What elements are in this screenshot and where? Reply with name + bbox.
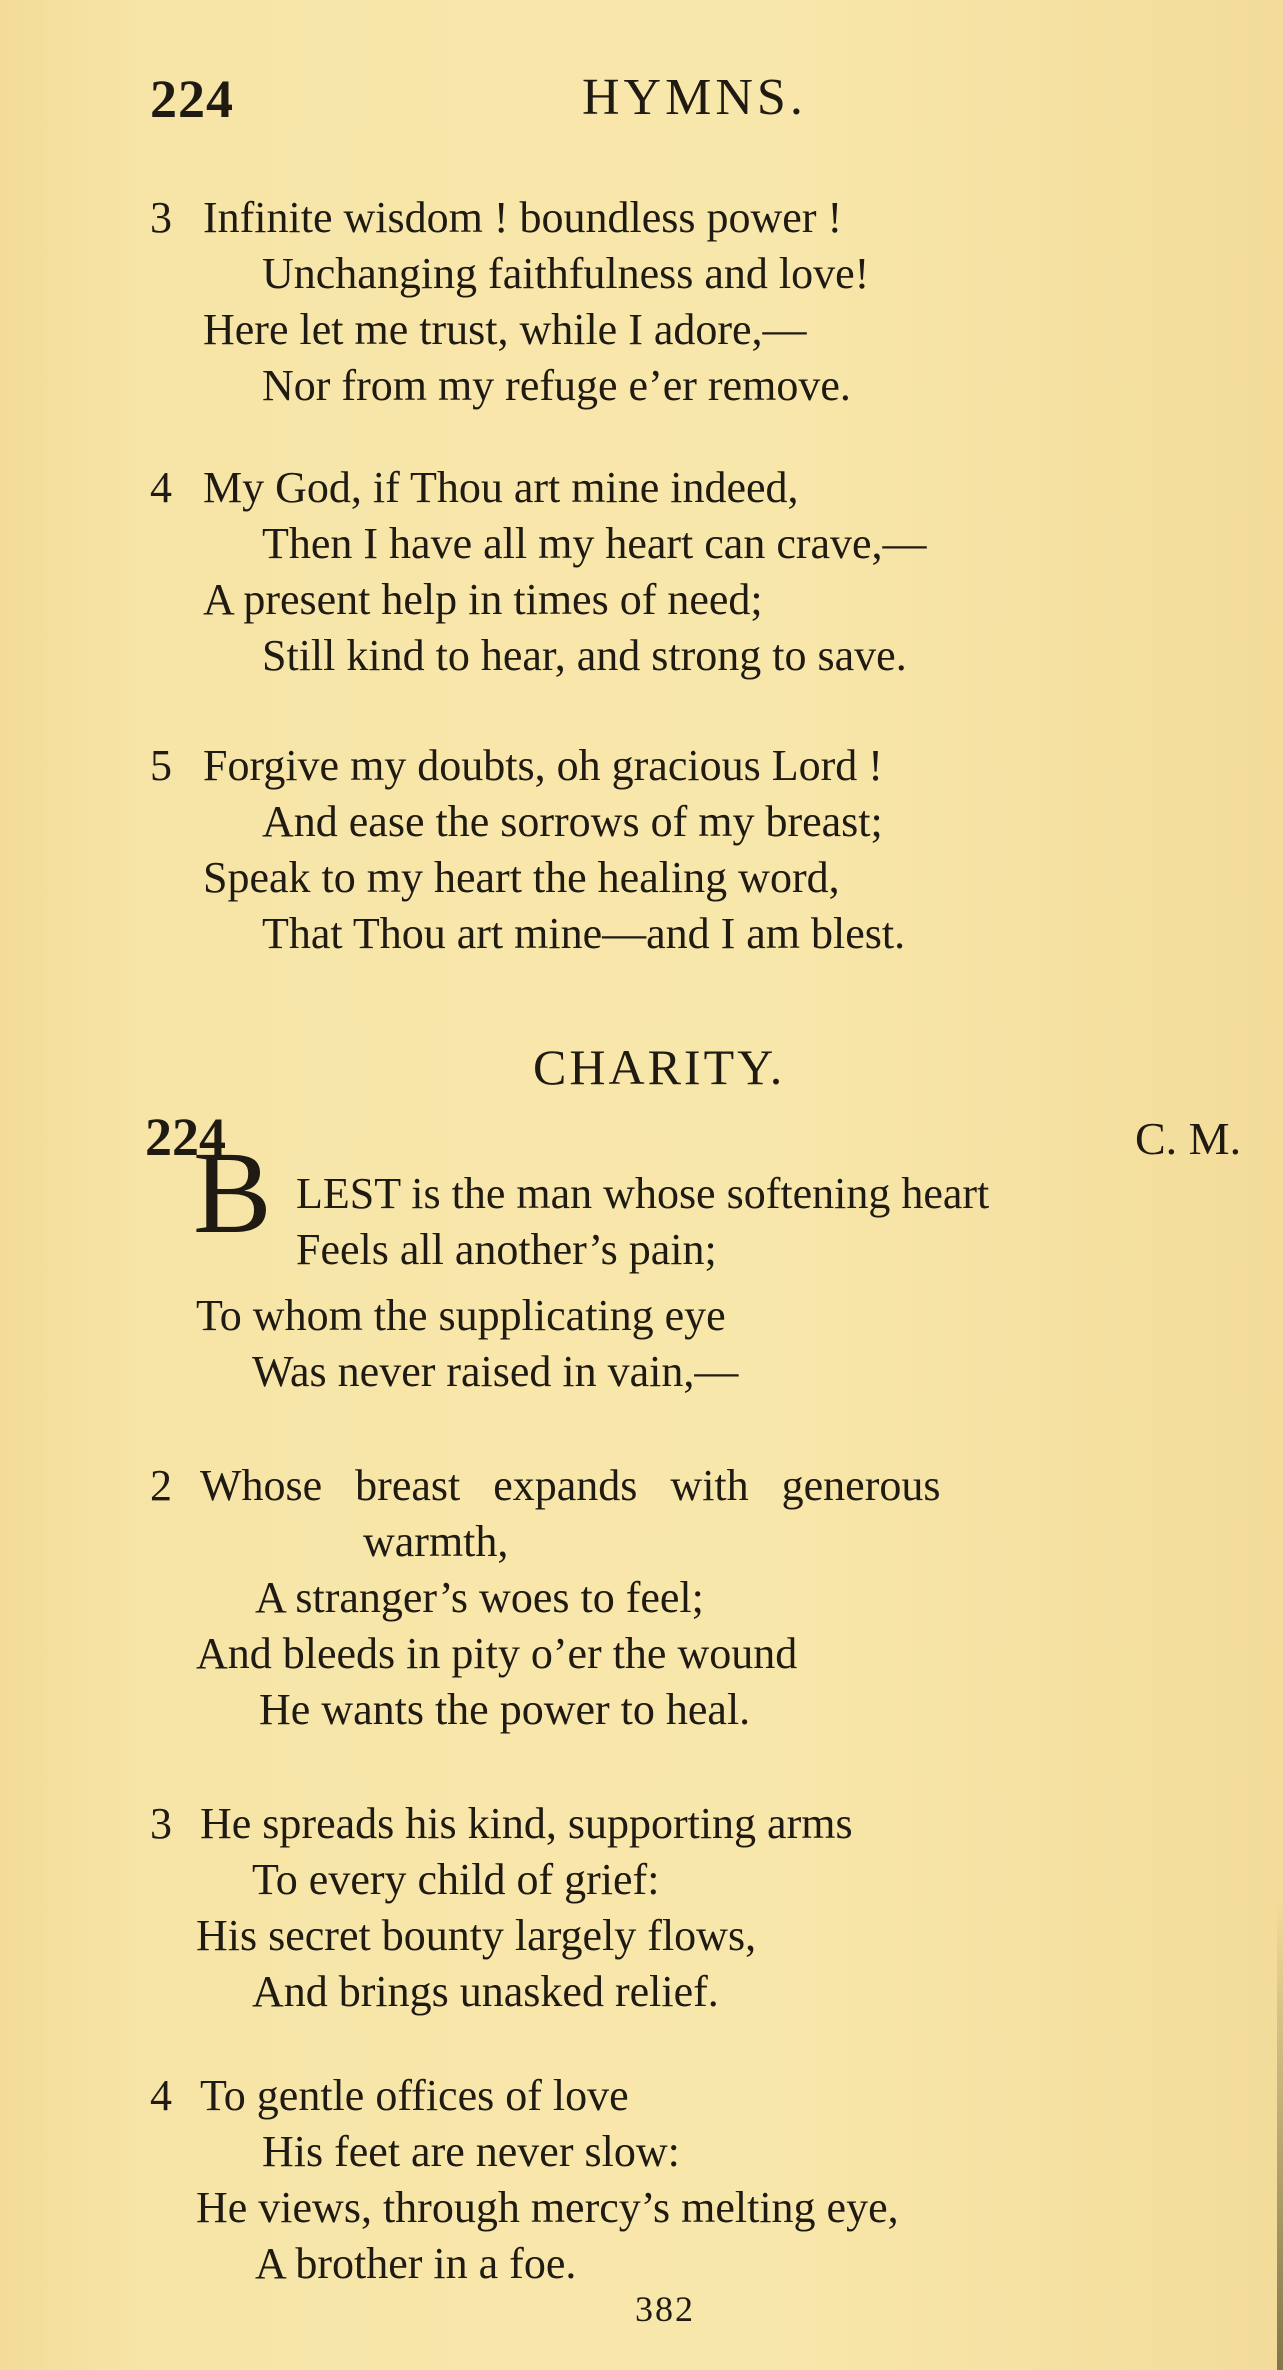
verse-number: 5 <box>150 741 172 790</box>
verse-number: 4 <box>150 2071 172 2120</box>
page-number: 224 <box>150 69 234 129</box>
verse-line: A present help in times of need; <box>203 575 763 624</box>
verse-line: Nor from my refuge e’er remove. <box>262 361 851 410</box>
verse-line: Was never raised in vain,— <box>252 1347 739 1396</box>
hymn-meter: C. M. <box>1135 1113 1242 1164</box>
verse-line: His secret bounty largely flows, <box>196 1911 757 1960</box>
verse-line: Forgive my doubts, oh gracious Lord ! <box>203 741 883 790</box>
verse-line: To every child of grief: <box>252 1855 660 1904</box>
verse-line: Whose breast expands with generous <box>200 1461 941 1510</box>
section-title: CHARITY. <box>533 1039 786 1095</box>
verse-line: Still kind to hear, and strong to save. <box>262 631 907 680</box>
verse-line: That Thou art mine—and I am blest. <box>262 909 906 958</box>
signature-number: 382 <box>635 2289 695 2329</box>
verse-line: warmth, <box>363 1517 509 1566</box>
verse-number: 3 <box>150 193 172 242</box>
verse-line: A stranger’s woes to feel; <box>255 1573 704 1622</box>
verse-number: 2 <box>150 1461 172 1510</box>
verse-line: Then I have all my heart can crave,— <box>262 519 927 568</box>
verse-number: 4 <box>150 463 172 512</box>
drop-cap: B <box>193 1127 272 1258</box>
running-title: HYMNS. <box>582 69 807 126</box>
verse-number: 3 <box>150 1799 172 1848</box>
verse-line: He spreads his kind, supporting arms <box>200 1799 853 1848</box>
verse-line: Speak to my heart the healing word, <box>203 853 840 902</box>
hymn-number: 224 <box>145 1107 226 1167</box>
verse-line: He wants the power to heal. <box>259 1685 751 1734</box>
verse-line: Feels all another’s pain; <box>296 1225 717 1274</box>
verse-line: My God, if Thou art mine indeed, <box>203 463 799 512</box>
verse-line: And brings unasked relief. <box>252 1967 719 2016</box>
page-edge-shadow <box>1277 1900 1283 2370</box>
verse-line: Unchanging faithfulness and love! <box>262 249 870 298</box>
verse-line: And ease the sorrows of my breast; <box>262 797 883 846</box>
verse-line: And bleeds in pity o’er the wound <box>196 1629 798 1678</box>
verse-line: To whom the supplicating eye <box>196 1291 726 1340</box>
verse-line: Here let me trust, while I adore,— <box>203 305 807 354</box>
page-header <box>150 68 1150 138</box>
verse-line: To gentle offices of love <box>200 2071 629 2120</box>
verse-line: LEST is the man whose softening heart <box>296 1169 990 1218</box>
verse-line: Infinite wisdom ! boundless power ! <box>203 193 843 242</box>
verse-line: His feet are never slow: <box>262 2127 680 2176</box>
verse-line: He views, through mercy’s melting eye, <box>196 2183 899 2232</box>
verse-line: A brother in a foe. <box>255 2239 577 2288</box>
